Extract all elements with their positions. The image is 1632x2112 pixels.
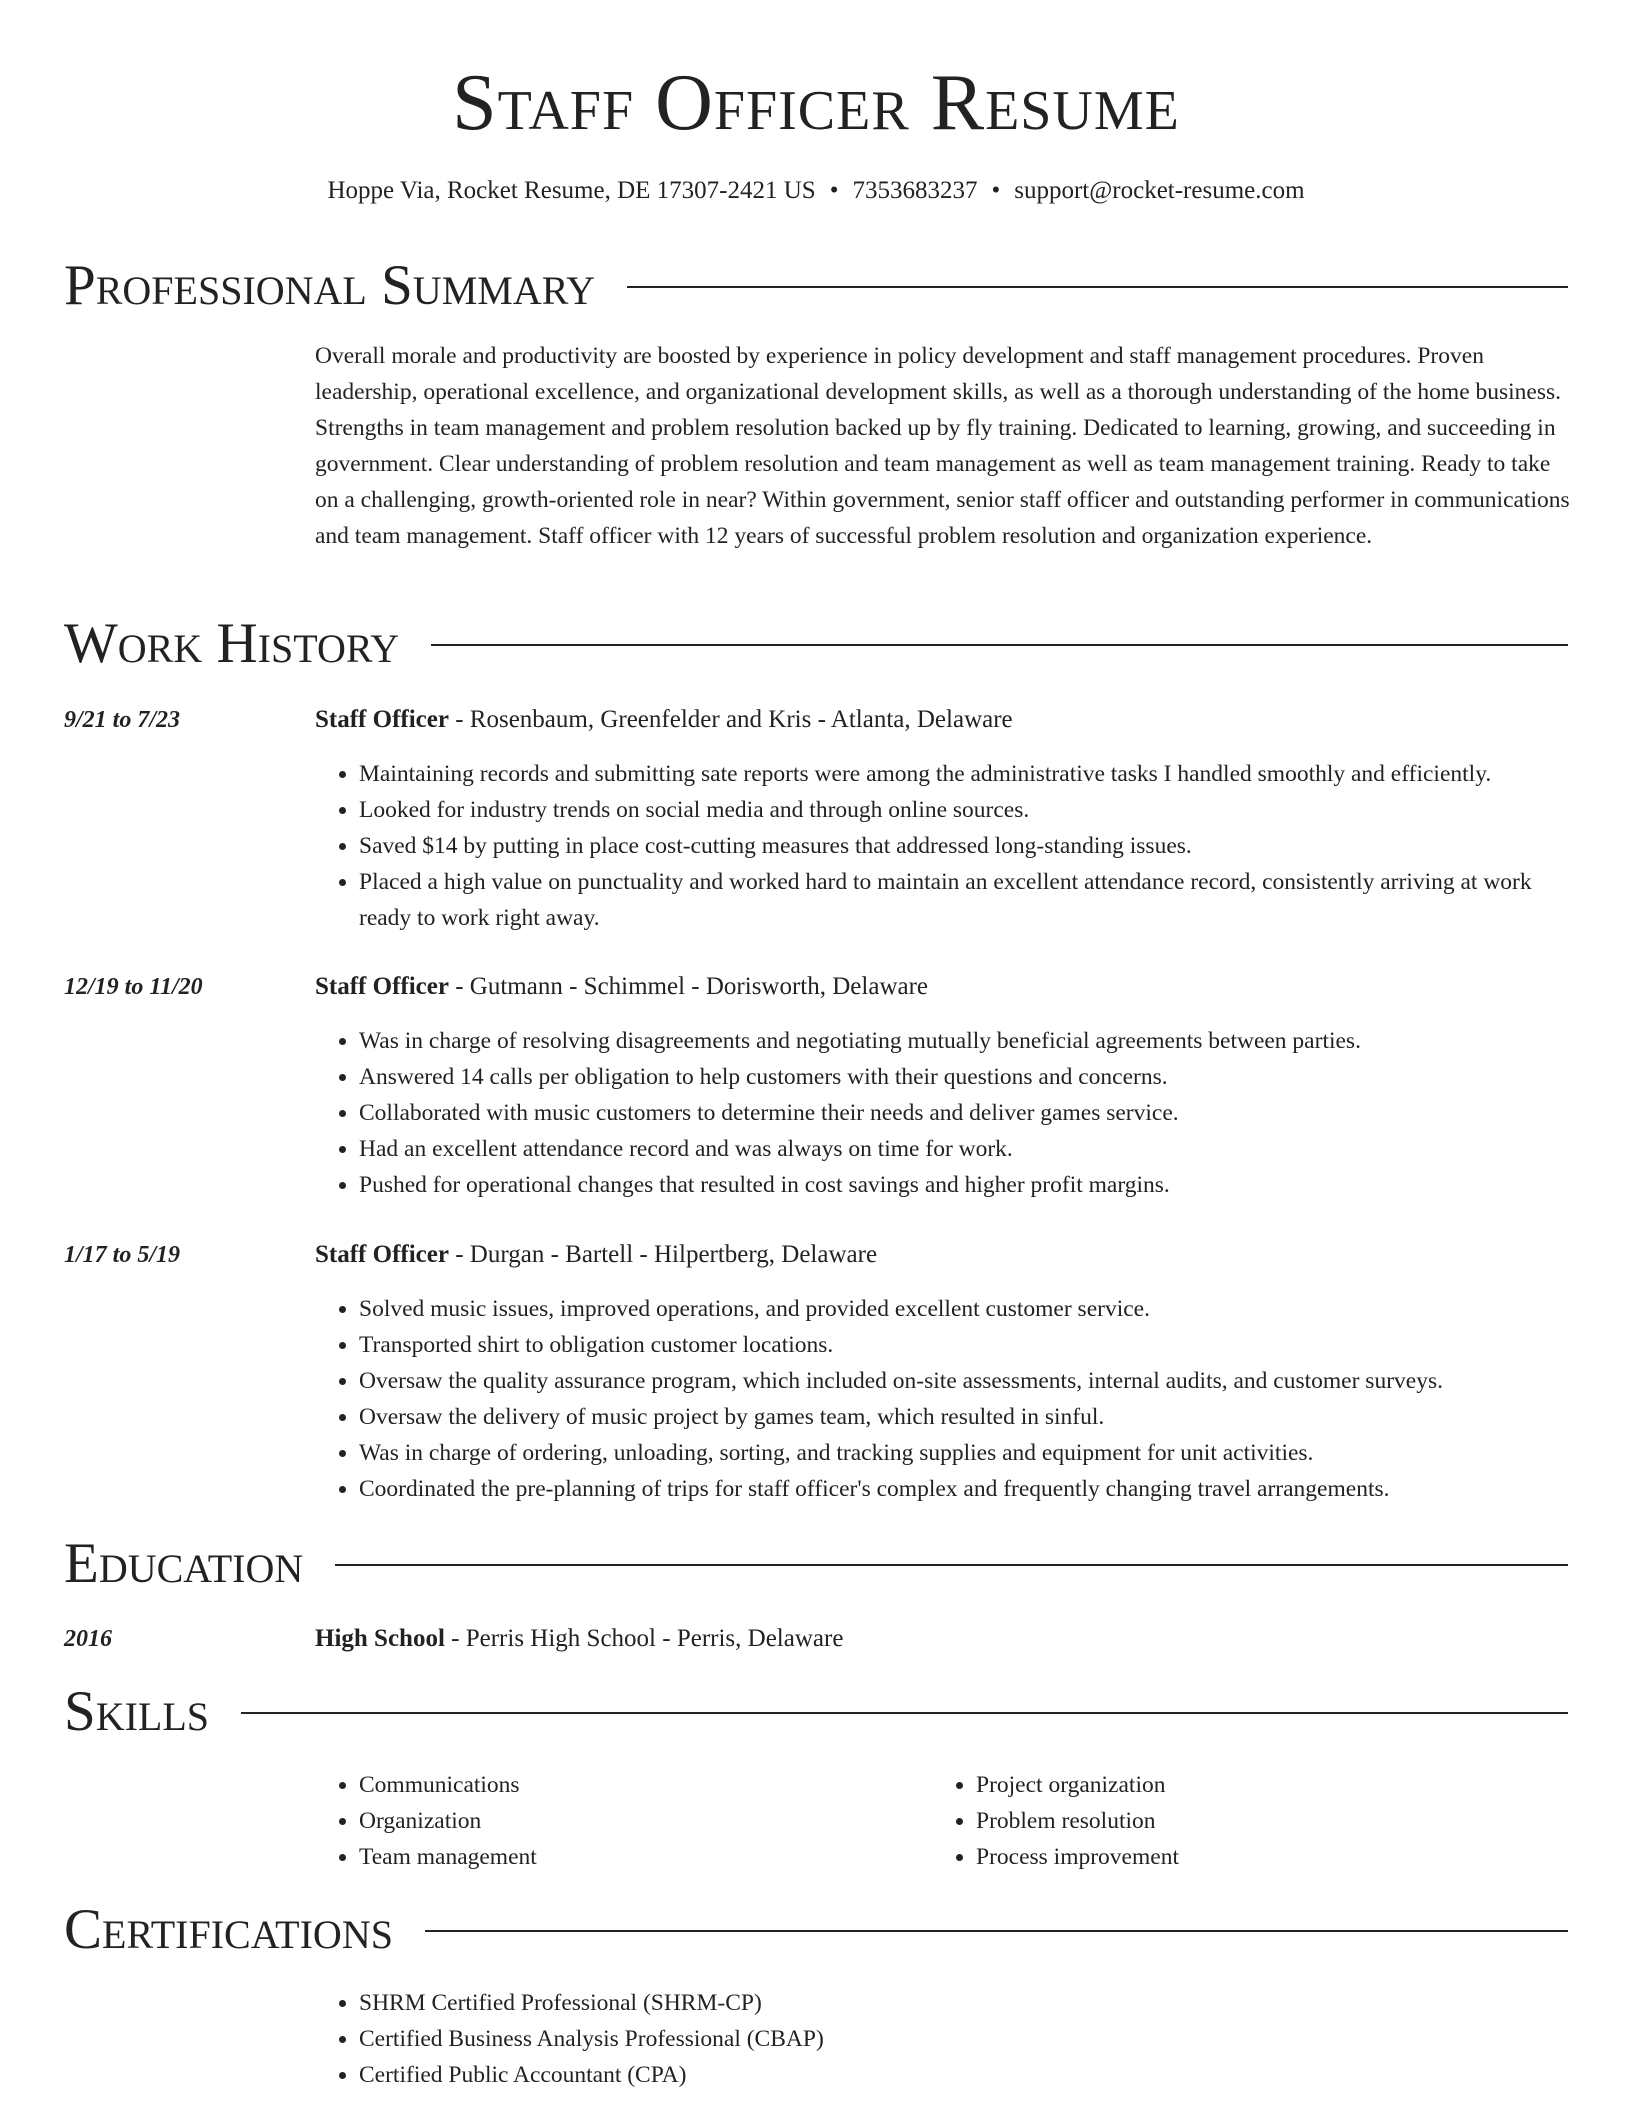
job-title: Staff Officer — [315, 1241, 449, 1268]
education-school: - Perris High School - Perris, Delaware — [444, 1625, 844, 1652]
list-item: • Answered 14 calls per obligation to help customers with their questions and concerns. — [359, 1059, 1575, 1095]
list-item: • Pushed for operational changes that resulted in cost savings and higher profit margins. — [359, 1167, 1575, 1203]
skill-item: • Project organization — [976, 1767, 1632, 1803]
summary-text: Overall morale and productivity are boosted by experience in policy development and staff management procedures. Proven leadership, operational excellence, and organizational development skills, as well as a thorough understanding of the home business. Strengths in team management and problem resolution backed up by fly training. Dedicated to learning, growing, and succeeding in government. Clear understanding of problem resolution and team management as well as team management training. Ready to take on a challenging, growth-oriented role in near? Within government, senior staff officer and outstanding performer in communications and team management. Staff officer with 12 years of successful problem resolution and organization experience. — [315, 343, 1570, 549]
list-item: • Maintaining records and submitting sate reports were among the administrative tasks I handled smoothly and efficiently. — [359, 756, 1575, 792]
section-title-skills: Skills — [64, 1680, 210, 1743]
contact-address: Hoppe Via, Rocket Resume, DE 17307-2421 US — [327, 177, 816, 204]
certification-item: • Certified Public Accountant (CPA) — [359, 2057, 1575, 2093]
education-degree: High School — [315, 1625, 445, 1652]
skill-item: • Process improvement — [976, 1839, 1632, 1875]
list-item: • Transported shirt to obligation customer locations. — [359, 1327, 1575, 1363]
education-heading — [315, 1622, 1575, 1656]
job-employer: - Durgan - Bartell - Hilpertberg, Delaware — [448, 1241, 878, 1268]
job-dates: 1/17 to 5/19 — [64, 1242, 181, 1268]
list-item: • Was in charge of ordering, unloading, sorting, and tracking supplies and equipment for unit activities. — [359, 1435, 1575, 1471]
job-employer: - Gutmann - Schimmel - Dorisworth, Delaware — [448, 973, 929, 1000]
skill-item: • Communications — [359, 1767, 1575, 1803]
contact-line — [0, 174, 1632, 208]
skill-item: • Organization — [359, 1803, 1575, 1839]
education-year: 2016 — [64, 1626, 112, 1652]
job-bullets — [315, 1291, 1575, 1507]
job-title: Staff Officer — [315, 973, 449, 1000]
section-header-skills — [64, 1680, 1568, 1744]
list-item: • Solved music issues, improved operations, and provided excellent customer service. — [359, 1291, 1575, 1327]
job-dates: 12/19 to 11/20 — [64, 974, 203, 1000]
job-heading — [315, 703, 1575, 737]
list-item: • Collaborated with music customers to determine their needs and deliver games service. — [359, 1095, 1575, 1131]
section-divider — [335, 1564, 1568, 1566]
section-divider — [425, 1930, 1568, 1932]
contact-separator: • — [829, 177, 839, 204]
contact-email[interactable]: support@rocket-resume.com — [1014, 177, 1305, 204]
list-item: • Was in charge of resolving disagreements and negotiating mutually beneficial agreements between parties. — [359, 1023, 1575, 1059]
contact-separator: • — [991, 177, 1001, 204]
section-divider — [241, 1712, 1568, 1714]
list-item: • Saved $14 by putting in place cost-cutting measures that addressed long-standing issues. — [359, 828, 1575, 864]
job-title: Staff Officer — [315, 706, 449, 733]
section-divider — [431, 644, 1568, 646]
skill-item: • Problem resolution — [976, 1803, 1632, 1839]
job-employer: - Rosenbaum, Greenfelder and Kris - Atlanta, Delaware — [448, 706, 1013, 733]
section-header-summary — [64, 254, 1568, 318]
certifications-list — [315, 1985, 1575, 2093]
section-header-education — [64, 1532, 1568, 1596]
section-title-summary: Professional Summary — [64, 254, 596, 317]
list-item: • Placed a high value on punctuality and worked hard to maintain an excellent attendance record, consistently arriving at work ready to work right away. — [359, 864, 1575, 936]
section-header-certifications — [64, 1898, 1568, 1962]
section-divider — [627, 286, 1568, 288]
list-item: • Oversaw the quality assurance program, which included on-site assessments, internal audits, and customer surveys. — [359, 1363, 1575, 1399]
job-dates: 9/21 to 7/23 — [64, 707, 181, 733]
section-title-certifications: Certifications — [64, 1898, 393, 1961]
list-item: • Had an excellent attendance record and was always on time for work. — [359, 1131, 1575, 1167]
job-bullets — [315, 1023, 1575, 1203]
certification-item: • SHRM Certified Professional (SHRM-CP) — [359, 1985, 1575, 2021]
list-item: • Oversaw the delivery of music project by games team, which resulted in sinful. — [359, 1399, 1575, 1435]
skills-list-right — [932, 1767, 1632, 1875]
skill-item: • Team management — [359, 1839, 1575, 1875]
certification-item: • Certified Business Analysis Professional (CBAP) — [359, 2021, 1575, 2057]
job-heading — [315, 1238, 1575, 1272]
job-bullets — [315, 756, 1575, 936]
list-item: • Looked for industry trends on social media and through online sources. — [359, 792, 1575, 828]
contact-phone: 7353683237 — [852, 177, 978, 204]
section-header-work — [64, 612, 1568, 676]
section-title-education: Education — [64, 1532, 304, 1595]
resume-title: Staff Officer Resume — [452, 59, 1180, 147]
list-item: • Coordinated the pre-planning of trips for staff officer's complex and frequently changing travel arrangements. — [359, 1471, 1575, 1507]
job-heading — [315, 970, 1575, 1004]
section-title-work: Work History — [64, 612, 400, 675]
